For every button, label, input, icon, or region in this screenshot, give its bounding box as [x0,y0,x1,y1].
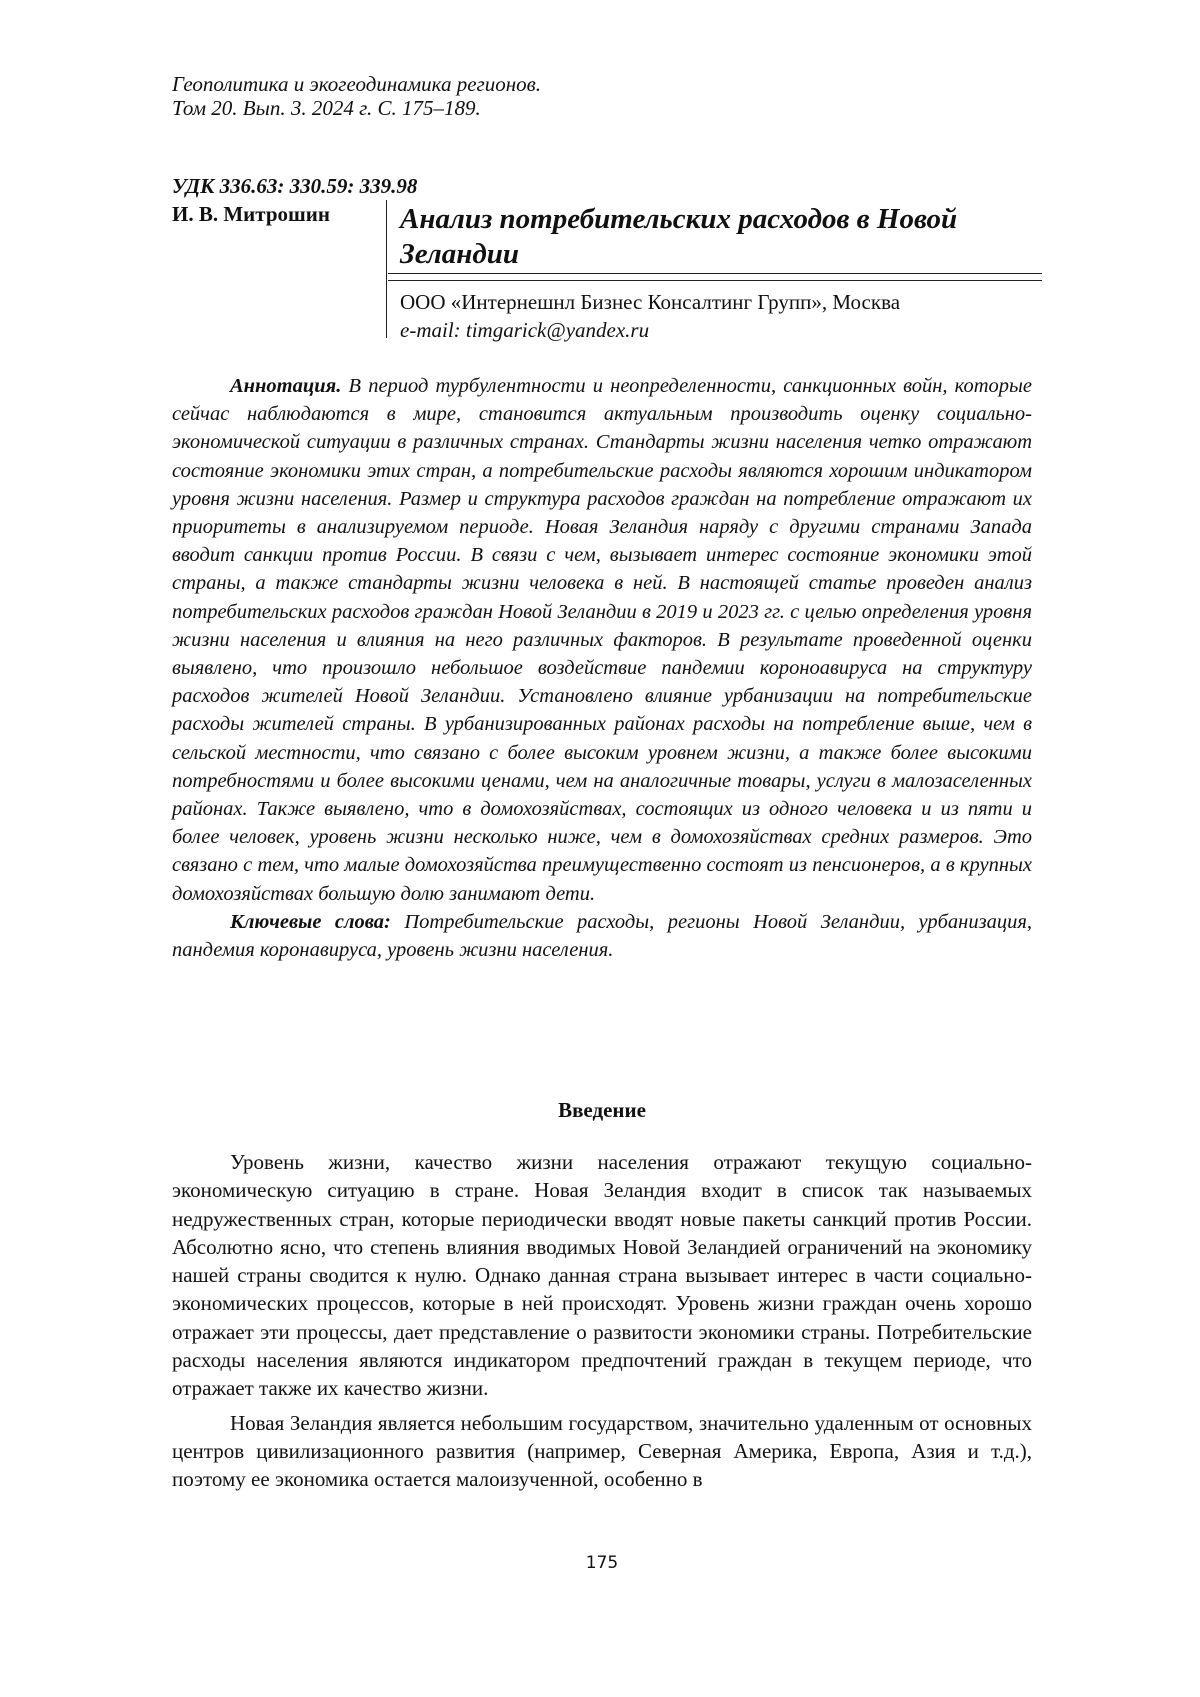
keywords-text: Потребительские расходы, регионы Новой Зеландии, урбанизация, пандемия коронавируса, уровень жизни населения. [172,911,1032,961]
abstract-label: Аннотация. [230,375,341,397]
journal-name: Геополитика и экогеодинамика регионов. [172,72,541,96]
journal-citation [172,72,541,120]
keywords [172,908,1032,964]
title-vertical-rule [386,200,387,338]
udk-code: УДК 336.63: 330.59: 339.98 [172,174,417,198]
article-title: Анализ потребительских расходов в Новой Зеландии [400,202,1040,272]
affiliation: ООО «Интернешнл Бизнес Консалтинг Групп», Москва [400,288,900,316]
abstract-section [172,372,1032,964]
page-number: 175 [172,1553,1032,1573]
author-email: e-mail: timgarick@yandex.ru [400,316,900,344]
author-name: И. В. Митрошин [172,202,330,226]
title-rule-top [388,273,1042,274]
affiliation-block [400,288,900,344]
intro-paragraph-2: Новая Зеландия является небольшим государством, значительно удаленным от основных центров цивилизационного развития (например, Северная Америка, Европа, Азия и т.д.), поэтому ее экономика остается малоизученной, особенно в [172,1409,1032,1494]
introduction-body [172,1148,1032,1500]
intro-paragraph-1: Уровень жизни, качество жизни населения отражают текущую социально-экономическую ситуацию в стране. Новая Зеландия входит в список так называемых недружественных стран, которые периодически вводят новые пакеты санкций против России. Абсолютно ясно, что степень влияния вводимых Новой Зеландией ограничений на экономику нашей страны сводится к нулю. Однако данная страна вызывает интерес в части социально-экономических процессов, которые в ней происходят. Уровень жизни граждан очень хорошо отражает эти процессы, дает представление о развитости экономики страны. Потребительские расходы населения являются индикатором предпочтений граждан в текущем периоде, что отражает также их качество жизни. [172,1148,1032,1403]
section-heading-introduction: Введение [172,1098,1032,1122]
title-rule-bottom [388,280,1042,281]
journal-volume: Том 20. Вып. 3. 2024 г. С. 175–189. [172,96,541,120]
keywords-label: Ключевые слова: [230,911,391,933]
abstract-text: В период турбулентности и неопределенности, санкционных войн, которые сейчас наблюдаются в мире, становится актуальным производить оценку социально-экономической ситуации в различных странах. Стандарты жизни населения четко отражают состояние экономики этих стран, а потребительские расходы являются хорошим индикатором уровня жизни населения. Размер и структура расходов граждан на потребление отражают их приоритеты в анализируемом периоде. Новая Зеландия наряду с другими странами Запада вводит санкции против России. В связи с чем, вызывает интерес состояние экономики этой страны, а также стандарты жизни человека в ней. В настоящей статье проведен анализ потребительских расходов граждан Новой Зеландии в 2019 и 2023 гг. с целью определения уровня жизни населения и влияния на него различных факторов. В результате проведенной оценки выявлено, что произошло небольшое воздействие пандемии короноавируса на структуру расходов жителей Новой Зеландии. Установлено влияние урбанизации на потребительские расходы жителей страны. В урбанизированных районах расходы на потребление выше, чем в сельской местности, что связано с более высоким уровнем жизни, а также более высокими потребностями и более высокими ценами, чем на аналогичные товары, услуги в малозаселенных районах. Также выявлено, что в домохозяйствах, состоящих из одного человека и из пяти и более человек, уровень жизни несколько ниже, чем в домохозяйствах средних размеров. Это связано с тем, что малые домохозяйства преимущественно состоят из пенсионеров, а в крупных домохозяйствах большую долю занимают дети. [172,375,1032,905]
abstract [172,372,1032,908]
